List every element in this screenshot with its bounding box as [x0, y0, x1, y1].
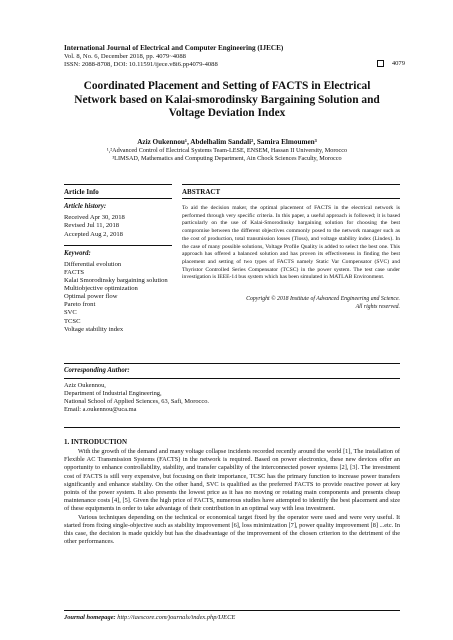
- article-info-heading: Article Info: [64, 185, 172, 199]
- issn-doi: ISSN: 2088-8708, DOI: 10.11591/ijece.v8i6.pp4079-4088: [64, 61, 218, 68]
- history-received: Received Apr 30, 2018: [64, 214, 125, 221]
- introduction-section: [64, 438, 400, 546]
- footer-label: Journal homepage: [64, 614, 114, 621]
- keyword: Voltage stability index: [64, 325, 124, 333]
- abstract-text: To aid the decision maker, the optimal placement of FACTS in the electrical network is performed through very specific criteria. In this paper, a useful approach is followed; it is based particularly on the use of Kalai-Smorodinsky bargaining solution for choosing the best compromise between the different objectives commonly posed to the network manager such as the cost of production, total transmission losses (Tloss), and voltage stability index (Lindex). In the case of many possible solutions, Voltage Profile Quality is added to select the best one. This approach has offered a balanced solution and has proven its effectiveness in finding the best placement and setting of two types of FACTS namely Static Var Compensator (SVC) and Thyristor Controlled Series Compensator (TCSC) in the power system. The test case under investigation is IEEE-14 bus system which has been simulated in MATLAB Environment.: [182, 205, 400, 281]
- section-heading: 1. INTRODUCTION: [64, 438, 128, 446]
- keywords-heading: Keyword:: [64, 249, 91, 257]
- corresponding-author: [64, 363, 400, 414]
- corresponding-heading: Corresponding Author:: [64, 364, 400, 379]
- journal-name: International Journal of Electrical and Computer Engineering (IJECE): [64, 44, 284, 52]
- intro-paragraph-2: Various techniques depending on the technical or economical target fixed by the operator were used and were very useful. It started from fixing single-objective such as stability improvement [6], loss minimization [7], power quality improvement [8] ...etc. In this case, the decision is made quickly but has the disadvantage of the improvement of the chosen criterion to the detriment of the other performances.: [64, 513, 400, 546]
- keyword: TCSC: [64, 317, 81, 325]
- corresponding-details: Aziz Oukennou, Department of Industrial Engineering, National School of Applied Sciences, 63, Safi, Morocco. Email: a.oukennou@uca.ma: [64, 382, 400, 414]
- keyword: SVC: [64, 309, 77, 317]
- page-number: 4079: [377, 60, 405, 67]
- paper-title: Coordinated Placement and Setting of FACTS in Electrical Network based on Kalai-smorodinsky Bargaining Solution and Voltage Deviation Index: [74, 80, 380, 119]
- affiliation-1: ¹,²Advanced Control of Electrical Systems Team-LESE, ENSEM, Hassan II University, Morocco: [106, 147, 348, 154]
- history-list: [64, 214, 172, 239]
- affiliation-2: ³LIMSAD, Mathematics and Computing Department, Ain Chock Sciences Faculty, Morocco: [112, 154, 342, 162]
- keyword-list: [64, 261, 172, 334]
- keyword: Pareto front: [64, 301, 96, 309]
- keyword: Optimal power flow: [64, 293, 118, 301]
- square-icon: [377, 60, 384, 67]
- author-block: [64, 138, 390, 162]
- page-footer: Journal homepage: http://iaescore.com/journals/index.php/IJECE: [64, 610, 400, 621]
- history-heading: Article history:: [64, 203, 107, 210]
- journal-homepage-link[interactable]: http://iaescore.com/journals/index.php/IJECE: [117, 614, 236, 621]
- keyword: Differential evolution: [64, 260, 122, 268]
- abstract-column: [182, 184, 400, 311]
- history-accepted: Accepted Aug 2, 2018: [64, 230, 123, 238]
- email-link[interactable]: Email: a.oukennou@uca.ma: [64, 406, 137, 414]
- volume-info: Vol. 8, No. 6, December 2018, pp. 4079~4088: [64, 53, 186, 60]
- copyright-notice: Copyright © 2018 Institute of Advanced Engineering and Science. All rights reserved.: [246, 296, 400, 310]
- abstract-heading: ABSTRACT: [182, 185, 400, 199]
- keyword: Multiobjective optimization: [64, 285, 138, 293]
- keyword: FACTS: [64, 268, 85, 276]
- article-info-column: [64, 184, 172, 334]
- journal-header: [64, 44, 404, 69]
- keyword: Kalai Smorodinsky bargaining solution: [64, 277, 168, 285]
- intro-paragraph-1: With the growth of the demand and many voltage collapse incidents recorded recently around the world [1], The installation of Flexible AC Transmission Systems (FACTS) in the network is required. Based on power electronics, these new devices offer an opportunity to enhance controllability, stability, and transfer capability of the interconnected power systems [2], [3]. The investment cost of FACTS is still very expensive, but focusing on their importance, TCSC has the primary function to increase power transfers significantly and enhance stability. On the other hand, SVC is qualified as the preferred FACTS to provide reactive power at key points of the power system. It also presents the lowest price as it has no moving or rotating main components and presents cheap maintenance costs [4], [5]. Given the high price of FACTS, numerous studies have attempted to identify the best placement and size of these equipments in order to take advantage of their contribution in an optimal way with less investment.: [64, 448, 400, 513]
- history-revised: Revised Jul 11, 2018: [64, 222, 120, 230]
- author-names: Aziz Oukennou¹, Abdelhalim Sandali², Samira Elmoumen³: [137, 138, 317, 146]
